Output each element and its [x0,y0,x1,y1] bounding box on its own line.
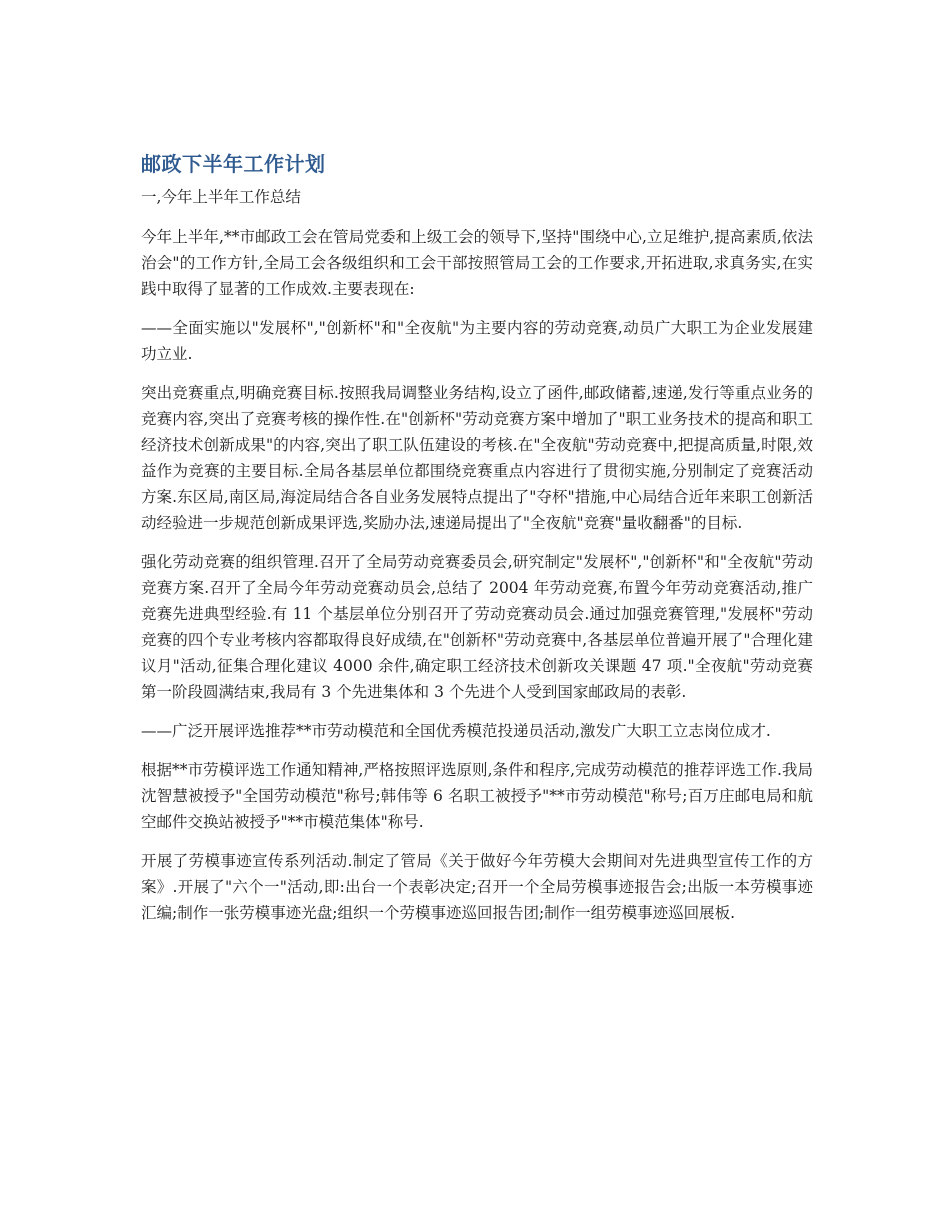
paragraph-model-worker-selection: ——广泛开展评选推荐**市劳动模范和全国优秀模范投递员活动,激发广大职工立志岗位成才. [141,722,771,740]
paragraph-model-worker-results: 根据**市劳模评选工作通知精神,严格按照评选原则,条件和程序,完成劳动模范的推荐评选工作.我局沈智慧被授予"全国劳动模范"称号;韩伟等 6 名职工被授予"**市劳动模范"称号;百万庄邮电局和航空邮件交换站被授予"**市模范集体"称号. [141,761,813,831]
paragraph-publicity-activities: 开展了劳模事迹宣传系列活动.制定了管局《关于做好今年劳模大会期间对先进典型宣传工作的方案》.开展了"六个一"活动,即:出台一个表彰决定;召开一个全局劳模事迹报告会;出版一本劳模事迹汇编;制作一张劳模事迹光盘;组织一个劳模事迹巡回报告团;制作一组劳模事迹巡回展板. [141,852,813,922]
section-heading: 一,今年上半年工作总结 [141,188,301,206]
paragraph-labor-competition: ——全面实施以"发展杯","创新杯"和"全夜航"为主要内容的劳动竞赛,动员广大职工为企业发展建功立业. [141,319,813,363]
document-page [141,150,813,926]
paragraph-summary-intro: 今年上半年,**市邮政工会在管局党委和上级工会的领导下,坚持"围绕中心,立足维护,提高素质,依法治会"的工作方针,全局工会各级组织和工会干部按照管局工会的工作要求,开拓进取,求真务实,在实践中取得了显著的工作成效.主要表现在: [141,228,813,298]
paragraph-competition-management: 强化劳动竞赛的组织管理.召开了全局劳动竞赛委员会,研究制定"发展杯","创新杯"和"全夜航"劳动竞赛方案.召开了全局今年劳动竞赛动员会,总结了 2004 年劳动竞赛,布置今年劳动竞赛活动,推广竞赛先进典型经验.有 11 个基层单位分别召开了劳动竞赛动员会.通过加强竞赛管理,"发展杯"劳动竞赛的四个专业考核内容都取得良好成绩,在"创新杯"劳动竞赛中,各基层单位普遍开展了"合理化建议月"活动,征集合理化建议 4000 余件,确定职工经济技术创新攻关课题 47 项."全夜航"劳动竞赛第一阶段圆满结束,我局有 3 个先进集体和 3 个先进个人受到国家邮政局的表彰. [141,553,813,701]
document-title: 邮政下半年工作计划 [141,152,326,176]
paragraph-competition-focus: 突出竞赛重点,明确竞赛目标.按照我局调整业务结构,设立了函件,邮政储蓄,速递,发行等重点业务的竞赛内容,突出了竞赛考核的操作性.在"创新杯"劳动竞赛方案中增加了"职工业务技术的提高和职工经济技术创新成果"的内容,突出了职工队伍建设的考核.在"全夜航"劳动竞赛中,把提高质量,时限,效益作为竞赛的主要目标.全局各基层单位都围绕竞赛重点内容进行了贯彻实施,分别制定了竞赛活动方案.东区局,南区局,海淀局结合各自业务发展特点提出了"夺杯"措施,中心局结合近年来职工创新活动经验进一步规范创新成果评选,奖励办法,速递局提出了"全夜航"竞赛"量收翻番"的目标. [141,384,813,532]
